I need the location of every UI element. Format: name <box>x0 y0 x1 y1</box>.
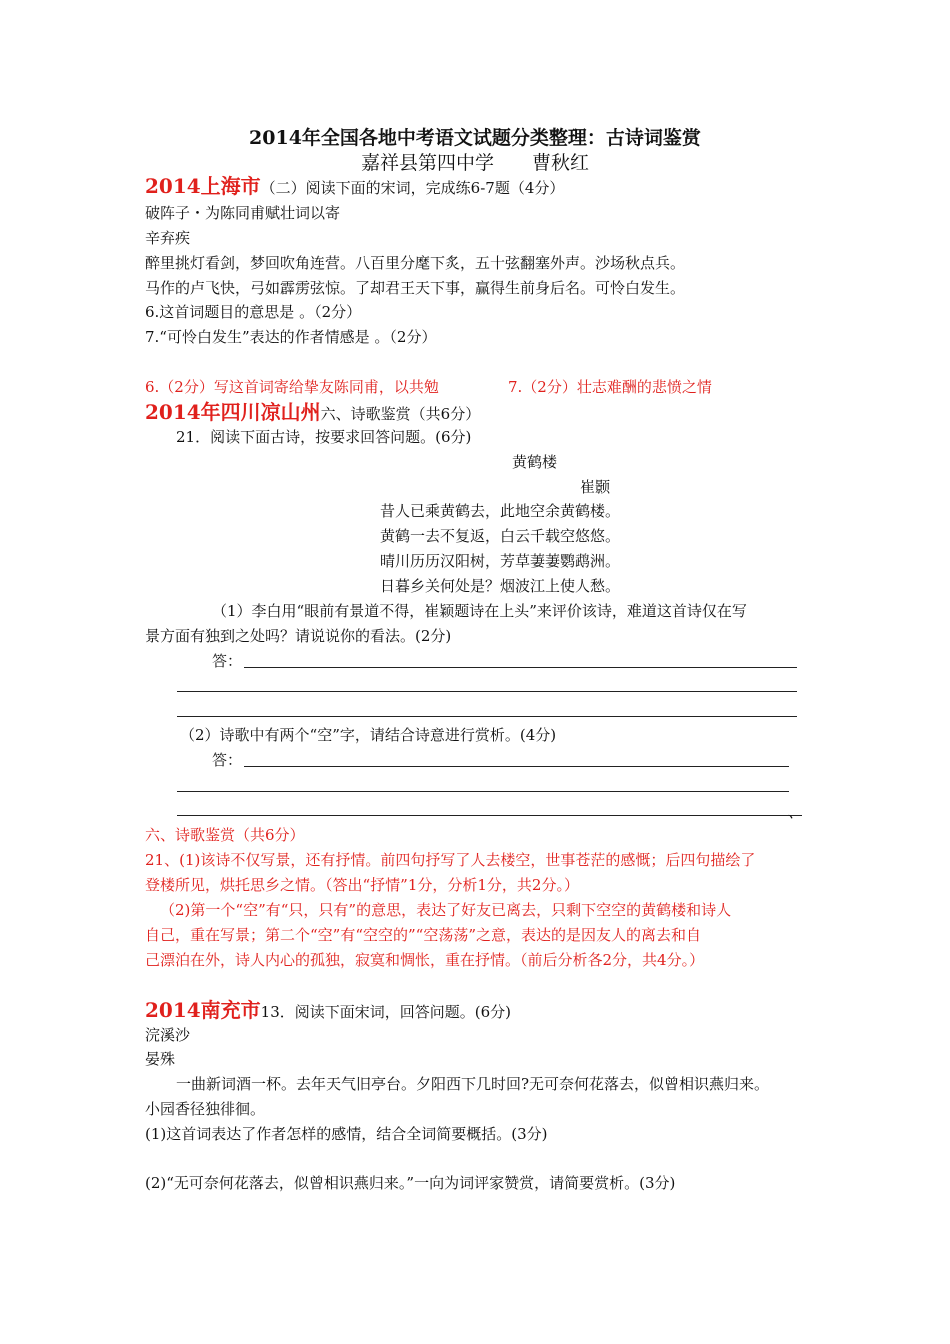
section-shanghai-header <box>145 176 564 198</box>
answer-blank-line[interactable] <box>244 766 789 767</box>
poem-author: 晏殊 <box>145 1050 176 1068</box>
sub-question-1: （1）李白用“眼前有景道不得，崔颖题诗在上头”来评价该诗，难道这首诗仅在写 <box>212 602 747 620</box>
section-intro: （二）阅读下面的宋词，完成练6-7题（4分） <box>260 179 565 197</box>
answer-label: 答： <box>212 652 243 670</box>
poem-author: 辛弃疾 <box>145 229 191 247</box>
answer-blank-line[interactable] <box>177 815 802 816</box>
answer-heading: 六、诗歌鉴赏（共6分） <box>145 826 305 844</box>
section-intro: 13．阅读下面宋词，回答问题。(6分) <box>260 1003 512 1021</box>
answer-blank-line[interactable] <box>177 791 789 792</box>
sub-question-2: （2）诗歌中有两个“空”字，请结合诗意进行赏析。(4分) <box>180 726 557 744</box>
question-7: 7.“可怜白发生”表达的作者情感是 。（2分） <box>145 328 437 346</box>
question-21: 21．阅读下面古诗，按要求回答问题。(6分) <box>176 428 472 446</box>
answer-blank-line[interactable] <box>177 691 797 692</box>
section-intro: 六、诗歌鉴赏（共6分） <box>320 405 481 423</box>
stray-mark: 、 <box>788 803 804 821</box>
question-6: 6.这首词题目的意思是 。（2分） <box>145 303 362 321</box>
section-liangshan-header <box>145 402 480 424</box>
poem-verse: 日暮乡关何处是？烟波江上使人愁。 <box>380 577 621 595</box>
answer-21-2-cont: 自己，重在写景；第二个“空”有“空空的”“空荡荡”之意，表达的是因友人的离去和自 <box>145 926 702 944</box>
poem-title: 破阵子・为陈同甫赋壮词以寄 <box>145 204 341 222</box>
answer-7: 7.（2分）壮志难酬的悲愤之情 <box>508 378 712 396</box>
region-label-liangshan: 2014年四川凉山州 <box>145 400 321 424</box>
region-label-shanghai: 2014上海市 <box>145 174 261 198</box>
question-13-2: (2)“无可奈何花落去，似曾相识燕归来。”一向为词评家赞赏，请简要赏析。(3分) <box>145 1174 676 1192</box>
document-subtitle: 嘉祥县第四中学 曹秋红 <box>360 152 589 174</box>
answer-21-1: 21、(1)该诗不仅写景，还有抒情。前四句抒写了人去楼空，世事苍茫的感慨；后四句描绘了 <box>145 851 756 869</box>
poem-verse: 黄鹤一去不复返，白云千载空悠悠。 <box>380 527 621 545</box>
question-13-1: (1)这首词表达了作者怎样的感情，结合全词简要概括。(3分) <box>145 1125 548 1143</box>
poem-line: 醉里挑灯看剑，梦回吹角连营。八百里分麾下炙，五十弦翻塞外声。沙场秋点兵。 <box>145 254 686 272</box>
answer-6: 6.（2分）写这首词寄给挚友陈同甫，以共勉 <box>145 378 439 396</box>
answer-blank-line[interactable] <box>244 667 797 668</box>
answer-21-2: （2)第一个“空”有“只，只有”的意思，表达了好友已离去，只剩下空空的黄鹤楼和诗人 <box>160 901 732 919</box>
answer-label: 答： <box>212 751 243 769</box>
answer-21-1-cont: 登楼所见，烘托思乡之情。（答出“抒情”1分，分析1分，共2分。） <box>145 876 579 894</box>
poem-verse: 晴川历历汉阳树，芳草萋萋鹦鹉洲。 <box>380 552 621 570</box>
poem-author: 崔颢 <box>580 478 611 496</box>
section-nanchong-header <box>145 1000 511 1022</box>
sub-question-1-cont: 景方面有独到之处吗？请说说你的看法。(2分) <box>145 627 452 645</box>
document-title: 2014年全国各地中考语文试题分类整理：古诗词鉴赏 <box>249 127 701 149</box>
poem-verse: 昔人已乘黄鹤去，此地空余黄鹤楼。 <box>380 502 621 520</box>
region-label-nanchong: 2014南充市 <box>145 998 261 1022</box>
poem-line: 小园香径独徘徊。 <box>145 1100 266 1118</box>
poem-title: 浣溪沙 <box>145 1026 191 1044</box>
answer-blank-line[interactable] <box>177 716 797 717</box>
answer-21-2-cont: 己漂泊在外，诗人内心的孤独，寂寞和惆怅，重在抒情。（前后分析各2分，共4分。） <box>145 951 705 969</box>
poem-line: 一曲新词酒一杯。去年天气旧亭台。夕阳西下几时回?无可奈何花落去，似曾相识燕归来。 <box>176 1075 770 1093</box>
poem-line: 马作的卢飞快，弓如霹雳弦惊。了却君王天下事，赢得生前身后名。可怜白发生。 <box>145 279 686 297</box>
poem-title: 黄鹤楼 <box>512 453 558 471</box>
